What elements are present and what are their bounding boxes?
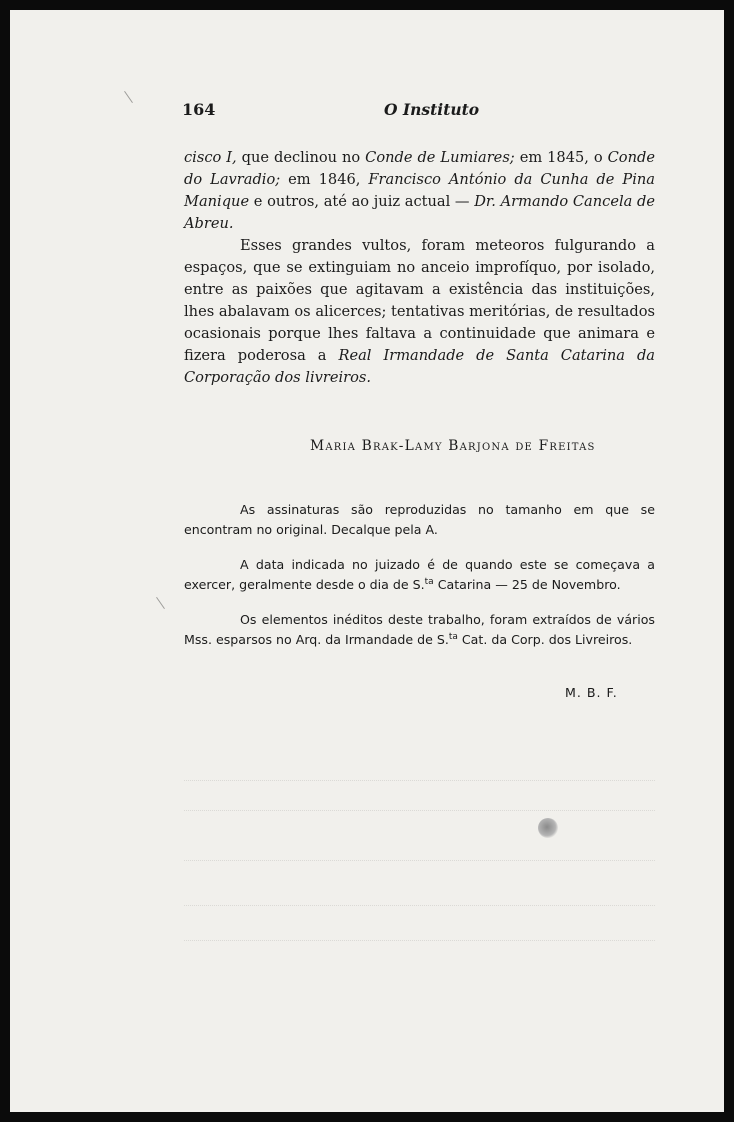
superscript: ta	[448, 631, 458, 642]
note-sources-text: Os elementos inéditos deste trabalho, foram extraídos de vários Mss. esparsos no Arq. da Irmandade de S.	[184, 612, 655, 647]
italic-run: Real Irmandade de Santa Catarina da Corporação dos livreiros.	[184, 347, 655, 386]
ink-stain	[538, 818, 558, 838]
note-date-text-end: Catarina — 25 de Novembro.	[433, 576, 621, 592]
paragraph-continuation	[184, 147, 655, 235]
note-date	[184, 555, 655, 594]
body-text	[184, 147, 655, 389]
italic-run: Francisco António da Cunha de Pina Manique	[184, 171, 655, 210]
author-name: Maria Brak-Lamy Barjona de Freitas	[310, 438, 596, 454]
page-number: 164	[182, 100, 216, 119]
text-run: em 1846,	[280, 171, 369, 188]
italic-run: Conde de Lumiares;	[365, 149, 515, 166]
show-through-line	[184, 905, 655, 915]
running-title: O Instituto	[384, 100, 480, 119]
italic-run: cisco I,	[184, 149, 237, 166]
show-through-line	[184, 810, 655, 820]
note-sources	[184, 610, 655, 649]
italic-run: Conde do Lavradio;	[184, 149, 655, 188]
note-date-text: A data indicada no juizado é de quando este se começava a exercer, geralmente desde o dia de S.	[184, 557, 655, 592]
scan-scratch	[156, 597, 165, 609]
signature-initials: M. B. F.	[565, 685, 618, 700]
page-header	[182, 100, 662, 122]
show-through-line	[184, 860, 655, 870]
show-through-line	[184, 940, 655, 950]
superscript: ta	[424, 576, 434, 587]
note-sources-text-end: Cat. da Corp. dos Livreiros.	[457, 631, 633, 647]
scan-scratch	[124, 91, 133, 103]
text-run: em 1845, o	[514, 149, 608, 166]
italic-run: Dr. Armando Cancela de Abreu.	[184, 193, 655, 232]
paragraph-esses-grandes-vultos	[184, 235, 655, 389]
text-run: que declinou no	[236, 149, 366, 166]
text-run: Esses grandes vultos, foram meteoros fulgurando a espaços, que se extinguiam no anceio improfíquo, por isolado, entre as paixões que agitavam a existência das instituições, lhes abalavam os alicerces; tentativas meritórias, de resultados ocasionais porque lhes faltava a continuidade que animara e fizera poderosa a	[184, 237, 655, 364]
note-signatures: As assinaturas são reproduzidas no tamanho em que se encontram no original. Decalque pela A.	[184, 502, 655, 537]
text-run: e outros, até ao juiz actual —	[249, 193, 475, 210]
document-page	[10, 10, 724, 1112]
footnotes	[184, 500, 655, 665]
show-through-line	[184, 780, 655, 790]
